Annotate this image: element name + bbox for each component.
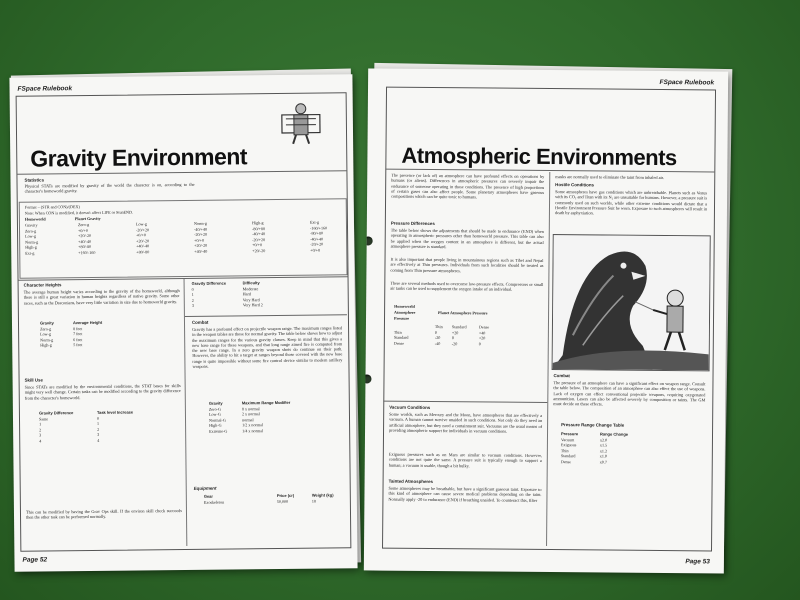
pressure-text-2: It is also important that people living in mountainous regions such as Tibet and Nepal are effectively at Thin pressures. Individuals from such localities should be treated as coming from Thin pressure atmospheres.: [390, 256, 544, 273]
table-cell: Dense: [560, 459, 572, 465]
task-level-table: [39, 410, 137, 445]
table-cell: -20: [451, 340, 458, 347]
pressure-end-table: [394, 324, 492, 347]
table-cell: -20: [434, 335, 441, 341]
table-cell: 7 feet: [73, 331, 83, 337]
table-cell: +40/-40: [136, 243, 150, 249]
table-cell: 0: [451, 335, 454, 341]
table-cell: +0/+0: [77, 227, 88, 233]
gravity-difference-table: [192, 280, 266, 309]
table-cell: Task level Increase: [96, 409, 134, 415]
table-cell: 0: [434, 329, 437, 335]
left-page-header: FSpace Rulebook: [17, 85, 73, 93]
table-cell: Norm-g: [40, 337, 54, 343]
table-cell: 8 feet: [73, 325, 83, 331]
table-cell: Extreme-G: [209, 428, 228, 434]
table-cell: 0: [191, 286, 194, 292]
left-page: [9, 74, 357, 572]
table-cell: 3: [191, 303, 194, 309]
table-cell: Standard: [451, 324, 467, 330]
table-cell: 4: [97, 437, 100, 443]
table-cell: Weight (kg): [311, 492, 334, 498]
right-page-footer: Page 53: [685, 558, 710, 566]
pressure-differences-heading: Pressure Differences: [390, 220, 435, 227]
table-cell: 1: [191, 292, 194, 298]
tainted-heading: Tainted Atmospheres: [388, 478, 434, 485]
tainted-text: Some atmospheres may be breathable, but have a significant gaseous taint. Exposure to this kind of atmosphere can cause severe medical problems depending on the taint. Normally apply -20 to endurance (END) if breathing unaided. To counteract this, filter: [388, 485, 542, 503]
table-cell: Standard: [560, 453, 576, 459]
gravity-format-box: [19, 198, 348, 278]
table-cell: Gravity: [208, 400, 223, 406]
table-cell: 2 x normal: [241, 411, 260, 417]
table-cell: Thin: [434, 324, 443, 330]
table-row: [40, 342, 105, 348]
table-cell: Low-g: [40, 331, 52, 337]
filter-masks-text: masks are normally used to eliminate the taint from inhaled air.: [555, 174, 664, 181]
left-page-footer: Page 52: [22, 556, 48, 564]
combat-text: The pressure of an atmosphere can have a significant effect on weapon range. Consult the table below. The composition of an atmosphere can also effect the use of weapons. Lack of oxygen can effect conventional projectile weapons, requiring oxygenated ammunition. Lasers can also be affected severely by composition or taints. The GM must decide on these effects.: [553, 380, 706, 407]
table-cell: Pressure: [560, 431, 579, 437]
table-cell: High-G: [209, 422, 222, 429]
table-cell: +40/-40: [78, 238, 92, 244]
table-cell: -20/+20: [135, 226, 150, 233]
table-cell: +80/-80: [136, 249, 150, 255]
table-cell: Low-g: [25, 233, 37, 239]
planet-pressure-label: Planet Atmosphere Pressure: [438, 310, 488, 316]
pressure-text-3: There are several methods used to overcome low-pressure effects. Compressors or small air tanks can be used to supplement the oxygen intake of an individual.: [390, 280, 544, 293]
table-cell: Ext-g: [25, 250, 35, 256]
right-page: [364, 68, 728, 573]
equipment-heading: Equipment: [193, 485, 217, 491]
table-row: [209, 428, 294, 434]
table-cell: +40/-40: [194, 248, 208, 254]
table-cell: Gravity: [39, 320, 54, 326]
table-cell: Thin: [560, 447, 569, 453]
table-cell: Maximum Range Modifier: [241, 399, 291, 406]
atmosphere-intro: The presence (or lack of) an atmosphere can have profound effects on operations by humans (or aliens). Differences in atmospheric pressures can severely impair the endurance of someone operating in those conditions. The presence of high proportions of certain gases can also affect people. Some planetary atmospheres have gaseous compositions which can be quite toxic to humans.: [391, 172, 545, 200]
vacuum-text-1: Some worlds, such as Mercury and the Moon, have atmospheres that are effectively a vacuum. A human cannot survive unaided in such conditions. Not only do they need an artificial atmosphere, but they need a containment suit. Vacuums are the usual means of providing atmospheric support for individuals in vacuum conditions.: [389, 411, 543, 434]
statistics-text: Physical STATs are modified by gravity of the world the character is on, according to the character's homeworld gravity.: [24, 181, 195, 194]
table-cell: +20/-20: [78, 233, 92, 239]
table-cell: 8 x normal: [241, 405, 260, 411]
range-modifier-table: [209, 400, 294, 434]
table-cell: Average Height: [72, 319, 103, 326]
table-cell: -20/+20: [252, 236, 266, 243]
gravity-modifier-table: [25, 219, 335, 256]
table-cell: 4: [39, 438, 42, 444]
table-cell: Hard: [242, 291, 251, 297]
table-cell: 0: [96, 415, 100, 421]
character-heights-text: The average human height varies according to the gravity of the homeworld, although there is still a great variation in human heights regardless of native gravity. Some other races, such as the Draconians, have very little variation in size due to homeworld gravity.: [23, 288, 180, 306]
table-cell: +0/+0: [136, 232, 146, 238]
statistics-heading: Statistics: [24, 177, 45, 183]
table-cell: Price (cr): [276, 492, 295, 499]
table-cell: Zero-g: [77, 221, 90, 228]
table-cell: 2: [191, 297, 194, 303]
table-cell: 3: [97, 432, 100, 438]
table-cell: +40: [478, 330, 486, 336]
pressure-range-table: [561, 431, 631, 465]
character-heights-heading: Character Heights: [23, 282, 62, 288]
left-page-title: Gravity Environment: [30, 143, 248, 172]
table-row: [394, 340, 492, 346]
format-note: Note: When CON is modified, it doesn't affect LIFE or StunEND.: [24, 209, 134, 216]
table-cell: High-g: [25, 244, 37, 251]
table-cell: Same: [38, 416, 49, 422]
table-cell: +0/+0: [310, 247, 321, 253]
table-cell: 50,000: [276, 498, 289, 504]
table-cell: x1.0: [599, 453, 608, 459]
pressure-range-table-title: Pressure Range Change Table: [561, 422, 625, 428]
table-cell: x1.5: [599, 442, 608, 448]
monster-illustration: [552, 234, 711, 371]
table-cell: Very Hard: [242, 296, 260, 303]
combat-heading: Combat: [553, 373, 570, 379]
table-cell: Vacuum: [560, 436, 575, 442]
table-row: [39, 437, 136, 444]
table-cell: 2: [97, 426, 100, 432]
table-cell: Difficulty: [242, 280, 260, 286]
table-cell: Low-g: [135, 221, 147, 227]
exoskeleton-figure: [278, 101, 324, 145]
equipment-table: [204, 492, 337, 505]
table-cell: 0: [478, 341, 481, 347]
table-cell: x2.0: [599, 437, 608, 443]
table-cell: Gear: [203, 493, 213, 499]
table-cell: +20/-20: [136, 238, 150, 244]
table-cell: -160/+160: [309, 225, 328, 231]
average-height-table: [40, 320, 105, 349]
table-cell: -80/+80: [251, 225, 266, 231]
table-cell: Zero-g: [24, 228, 37, 234]
table-cell: Ext-g: [309, 219, 320, 225]
table-cell: Gravity Difference: [38, 410, 74, 416]
table-row: [561, 459, 631, 465]
table-row: [192, 303, 266, 309]
homeworld-col-label: Homeworld: [24, 216, 46, 222]
binder-hole-top: [364, 236, 373, 245]
table-cell: Range Change: [599, 431, 629, 437]
table-cell: 5 feet: [73, 342, 83, 348]
table-cell: -40/+40: [310, 236, 324, 242]
table-cell: High-g: [40, 342, 52, 348]
table-cell: 1: [39, 421, 42, 427]
table-cell: Standard: [393, 334, 409, 340]
table-cell: -20/+20: [310, 241, 324, 248]
vacuum-text-2: Exiguous pressures such as on Mars are similar to vacuum conditions. However, conditions are not quite the same. A pressure suit is typically enough to support a human; a vacuum is usable, though a bit bulky.: [388, 451, 542, 468]
table-cell: 1/4 x normal: [242, 428, 264, 434]
table-cell: +160/-160: [78, 249, 96, 256]
table-cell: +20/-20: [252, 248, 266, 254]
table-cell: -40/+40: [193, 226, 208, 232]
binder-hole-bottom: [364, 374, 372, 383]
homeworld-label: Homeworld: [394, 303, 415, 309]
table-cell: Gravity Difference: [191, 280, 227, 286]
table-cell: +20: [478, 335, 486, 341]
table-cell: 3: [39, 432, 42, 438]
right-page-title: Atmospheric Environments: [401, 142, 677, 171]
combat-text: Gravity has a profound effect on projectile weapon range. The maximum ranges listed in the weapon tables are those for normal gravity. The table below shows how to adjust the maximum ranges for the various gravity classes. Keep in mind that this gives a new base range for these weapons, and that long range aimed fire is computed from the new base range. In a zero gravity weapon shots do continue on their path. However, the ability to hit a target at ranges beyond those covered with the new base range is quite impossible without some fire control device similar to modern artillery weapons.: [192, 325, 343, 369]
table-cell: -40/+40: [252, 231, 266, 237]
table-cell: High-g: [251, 220, 264, 226]
table-cell: Moderate: [242, 285, 259, 291]
table-cell: Dense: [393, 340, 405, 346]
table-cell: 1: [97, 421, 100, 427]
table-cell: 6 feet: [73, 336, 83, 342]
table-cell: +20: [451, 329, 459, 335]
table-cell: +0/+0: [252, 242, 263, 248]
table-cell: Dense: [478, 324, 490, 330]
table-cell: Very Hard 2: [242, 302, 263, 308]
table-cell: normal: [241, 417, 254, 423]
table-cell: Exoskeleton: [203, 499, 225, 505]
table-cell: Zero-G: [208, 406, 221, 412]
table-cell: +0/+0: [194, 237, 205, 243]
table-cell: 10: [311, 498, 316, 504]
combat-heading: Combat: [191, 319, 209, 325]
table-cell: -20/+20: [194, 231, 208, 238]
skill-use-heading: Skill Use: [24, 377, 43, 383]
pressure-label: Pressure: [393, 315, 410, 321]
table-cell: Norm-g: [193, 220, 207, 226]
table-cell: Normal-G: [208, 417, 226, 423]
right-page-header: FSpace Rulebook: [659, 78, 715, 87]
table-cell: Gravity: [24, 222, 38, 228]
table-cell: +80/-80: [78, 244, 92, 250]
format-line: Format – (STR and CON)/(DEX): [24, 204, 80, 210]
table-cell: Exiguous: [560, 442, 577, 448]
skill-use-text: Since STATs are modified by the environmental conditions, the STAT bases for skills might very well change. Certain tasks can be modified according to the gravity difference from the character's homeworld.: [24, 383, 181, 401]
pressure-text-1: The table below shows the adjustments that should be made to endurance (END) when operating in atmospheric pressures other than homeworld pressure. This table can also be applied when the oxygen content in an atmosphere is different, but the actual atmosphere pressure is standard.: [390, 227, 544, 250]
table-cell: x0.7: [599, 459, 607, 465]
table-cell: x1.2: [599, 448, 608, 454]
table-cell: +20/-20: [194, 243, 208, 249]
table-cell: 2: [39, 427, 42, 433]
table-cell: Low-G: [208, 411, 221, 417]
atmosphere-label: Atmosphere: [394, 309, 416, 315]
table-cell: Thin: [393, 329, 402, 335]
skill-use-after-text: This can be modified by having the Grav Ops skill. If the environ skill check succeeds then the other task can be performed normally.: [25, 508, 182, 520]
hostile-heading: Hostile Conditions: [555, 182, 595, 188]
table-cell: 1/2 x normal: [242, 422, 264, 428]
table-cell: -80/+80: [310, 230, 324, 236]
vacuum-heading: Vacuum Conditions: [389, 404, 431, 410]
table-cell: Norm-g: [25, 239, 39, 245]
table-cell: Zero-g: [40, 325, 52, 332]
hostile-text: Some atmospheres have gas conditions which are unbreathable. Planets such as Venus with its CO₂ and Titan with its N₂ are unsuitable for humans. However, a pressure suit is commonly used on such worlds, while other extreme conditions would dictate that a Hostile Environment Pressure Suit be worn. Exposure to such atmospheres will result in death by asphyxiation.: [554, 189, 708, 216]
table-cell: -40: [434, 340, 441, 346]
planet-gravity-label: Planet Gravity: [74, 215, 101, 222]
